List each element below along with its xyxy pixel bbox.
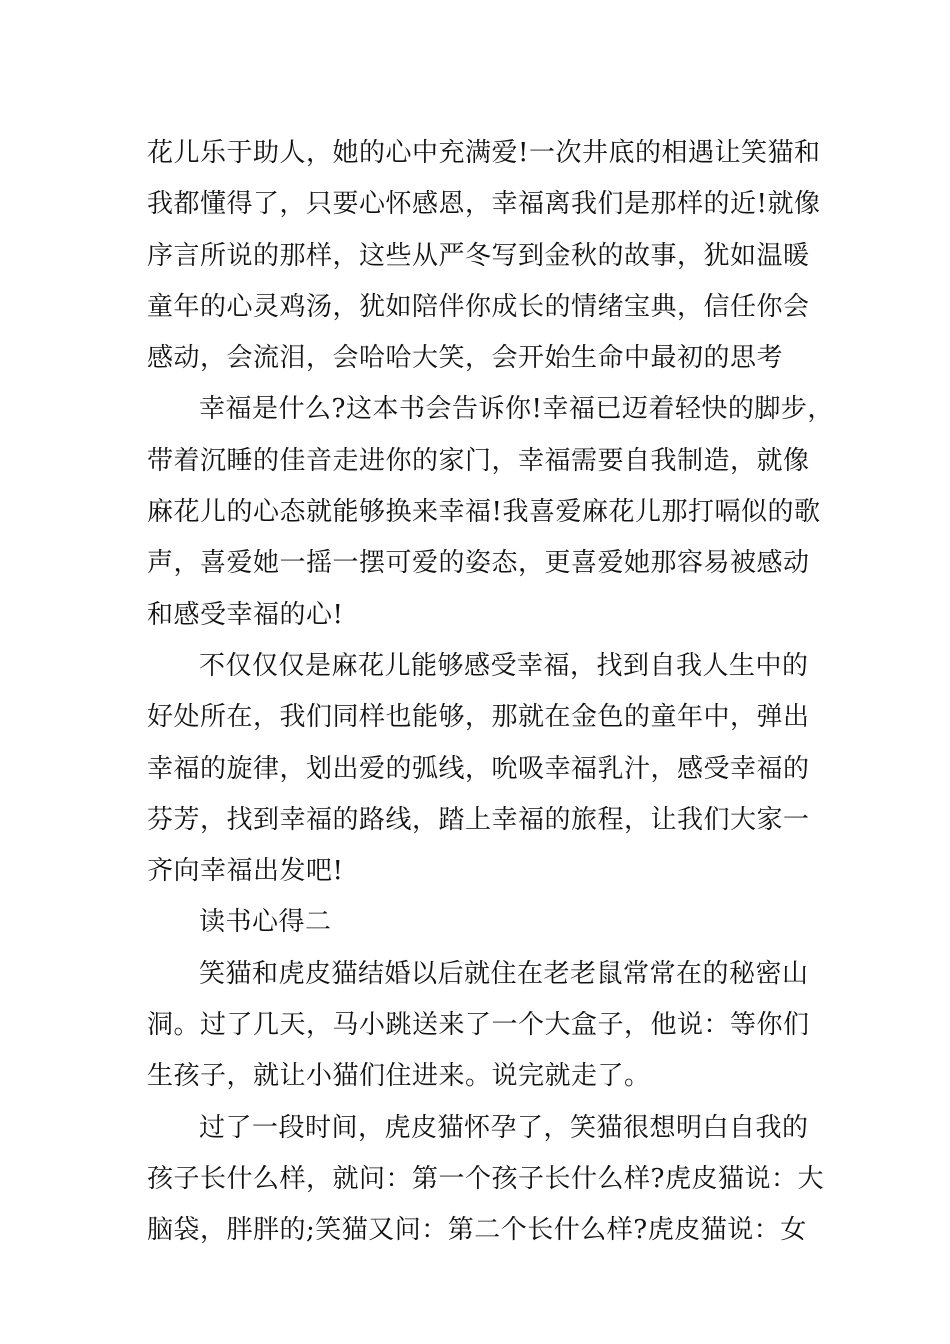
text-line: 脑袋，胖胖的;笑猫又问：第二个长什么样?虎皮猫说：女: [147, 1215, 807, 1246]
text-line: 花儿乐于助人，她的心中充满爱!一次井底的相遇让笑猫和: [147, 138, 821, 168]
paragraph-start-line: 笑猫和虎皮猫结婚以后就住在老老鼠常常在的秘密山: [199, 958, 809, 989]
paragraph-start-line: 幸福是什么?这本书会告诉你!幸福已迈着轻快的脚步，: [199, 394, 834, 425]
text-line: 我都懂得了，只要心怀感恩，幸福离我们是那样的近!就像: [147, 189, 821, 220]
text-line: 芬芳，找到幸福的路线，踏上幸福的旅程，让我们大家一: [147, 804, 810, 835]
text-line: 洞。过了几天，马小跳送来了一个大盒子，他说：等你们: [147, 1010, 810, 1041]
text-line: 生孩子，就让小猫们住进来。说完就走了。: [147, 1061, 651, 1092]
paragraph-start-line: 过了一段时间，虎皮猫怀孕了，笑猫很想明白自我的: [199, 1112, 809, 1143]
text-line: 齐向幸福出发吧!: [147, 856, 344, 887]
text-line: 序言所说的那样，这些从严冬写到金秋的故事，犹如温暖: [147, 240, 810, 271]
text-line: 麻花儿的心态就能够换来幸福!我喜爱麻花儿那打嗝似的歌: [147, 497, 821, 528]
text-line: 带着沉睡的佳音走进你的家门，幸福需要自我制造，就像: [147, 445, 810, 476]
document-body: [147, 128, 834, 1257]
text-line: 好处所在，我们同样也能够，那就在金色的童年中，弹出: [147, 702, 810, 733]
paragraph-start-line: 不仅仅仅是麻花儿能够感受幸福，找到自我人生中的: [199, 650, 809, 681]
text-line: 幸福的旋律，划出爱的弧线，吮吸幸福乳汁，感受幸福的: [147, 753, 810, 784]
text-line: 和感受幸福的心!: [147, 599, 344, 630]
text-line: 感动，会流泪，会哈哈大笑，会开始生命中最初的思考: [147, 343, 784, 374]
text-line: 童年的心灵鸡汤，犹如陪伴你成长的情绪宝典，信任你会: [147, 291, 810, 322]
text-line: 孩子长什么样，就问：第一个孩子长什么样?虎皮猫说：大: [147, 1163, 824, 1194]
section-heading: 读书心得二: [199, 907, 332, 938]
text-line: 声，喜爱她一摇一摆可爱的姿态，更喜爱她那容易被感动: [147, 548, 810, 579]
